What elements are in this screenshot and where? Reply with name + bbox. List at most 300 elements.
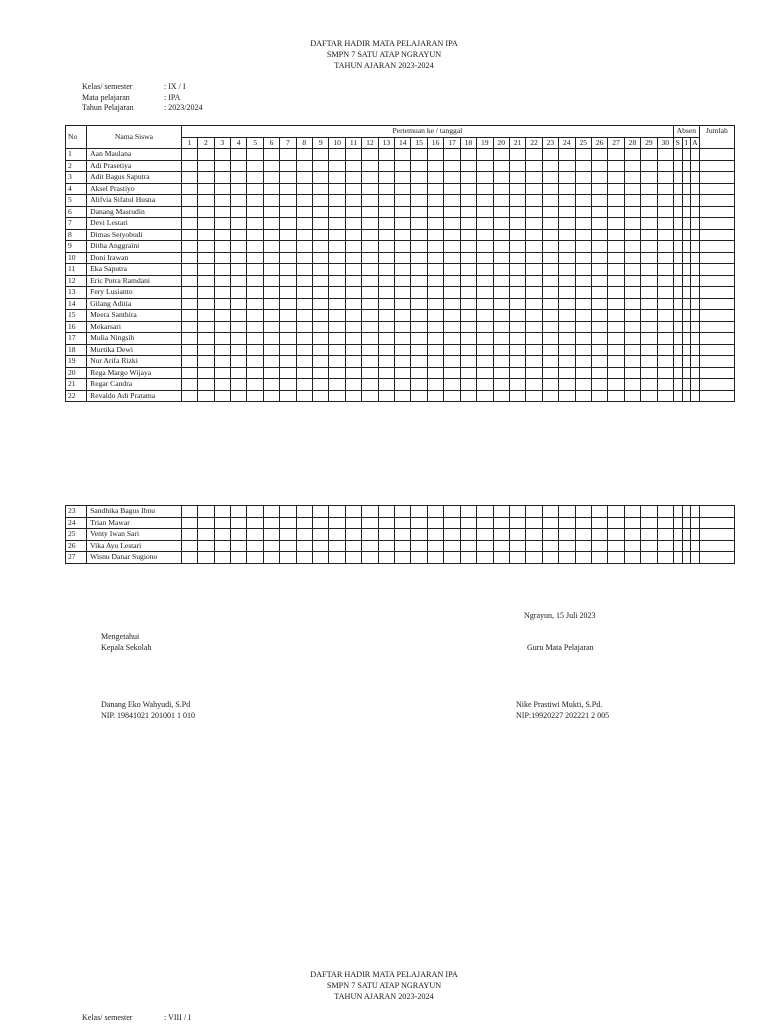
attendance-cell[interactable] bbox=[657, 264, 673, 276]
attendance-cell[interactable] bbox=[263, 517, 279, 529]
attendance-cell[interactable] bbox=[624, 183, 640, 195]
attendance-cell[interactable] bbox=[641, 552, 657, 564]
attendance-cell[interactable] bbox=[493, 540, 509, 552]
attendance-cell[interactable] bbox=[345, 229, 361, 241]
attendance-cell[interactable] bbox=[559, 506, 575, 518]
attendance-cell[interactable] bbox=[247, 379, 263, 391]
attendance-cell[interactable] bbox=[280, 172, 296, 184]
jumlah-cell[interactable] bbox=[699, 379, 734, 391]
attendance-cell[interactable] bbox=[280, 321, 296, 333]
attendance-cell[interactable] bbox=[641, 149, 657, 161]
attendance-cell[interactable] bbox=[526, 298, 542, 310]
attendance-cell[interactable] bbox=[345, 529, 361, 541]
attendance-cell[interactable] bbox=[198, 241, 214, 253]
attendance-cell[interactable] bbox=[542, 264, 558, 276]
attendance-cell[interactable] bbox=[329, 356, 345, 368]
attendance-cell[interactable] bbox=[395, 310, 411, 322]
attendance-cell[interactable] bbox=[444, 218, 460, 230]
attendance-cell[interactable] bbox=[181, 149, 197, 161]
attendance-cell[interactable] bbox=[296, 517, 312, 529]
attendance-cell[interactable] bbox=[345, 172, 361, 184]
attendance-cell[interactable] bbox=[296, 160, 312, 172]
attendance-cell[interactable] bbox=[198, 183, 214, 195]
attendance-cell[interactable] bbox=[657, 552, 673, 564]
attendance-cell[interactable] bbox=[411, 552, 427, 564]
attendance-cell[interactable] bbox=[559, 333, 575, 345]
attendance-cell[interactable] bbox=[378, 149, 394, 161]
attendance-cell[interactable] bbox=[444, 229, 460, 241]
attendance-cell[interactable] bbox=[411, 379, 427, 391]
absen-cell[interactable] bbox=[691, 183, 700, 195]
attendance-cell[interactable] bbox=[542, 321, 558, 333]
attendance-cell[interactable] bbox=[641, 229, 657, 241]
attendance-cell[interactable] bbox=[247, 344, 263, 356]
attendance-cell[interactable] bbox=[509, 367, 525, 379]
attendance-cell[interactable] bbox=[329, 206, 345, 218]
attendance-cell[interactable] bbox=[641, 344, 657, 356]
attendance-cell[interactable] bbox=[477, 506, 493, 518]
attendance-cell[interactable] bbox=[362, 390, 378, 402]
attendance-cell[interactable] bbox=[542, 333, 558, 345]
attendance-cell[interactable] bbox=[362, 344, 378, 356]
attendance-cell[interactable] bbox=[509, 183, 525, 195]
absen-cell[interactable] bbox=[674, 218, 683, 230]
attendance-cell[interactable] bbox=[427, 172, 443, 184]
attendance-cell[interactable] bbox=[427, 333, 443, 345]
attendance-cell[interactable] bbox=[493, 252, 509, 264]
attendance-cell[interactable] bbox=[657, 367, 673, 379]
jumlah-cell[interactable] bbox=[699, 506, 734, 518]
attendance-cell[interactable] bbox=[641, 160, 657, 172]
absen-cell[interactable] bbox=[691, 287, 700, 299]
attendance-cell[interactable] bbox=[427, 552, 443, 564]
attendance-cell[interactable] bbox=[362, 241, 378, 253]
attendance-cell[interactable] bbox=[214, 298, 230, 310]
attendance-cell[interactable] bbox=[231, 540, 247, 552]
absen-cell[interactable] bbox=[682, 229, 691, 241]
attendance-cell[interactable] bbox=[509, 390, 525, 402]
attendance-cell[interactable] bbox=[542, 529, 558, 541]
attendance-cell[interactable] bbox=[591, 379, 607, 391]
attendance-cell[interactable] bbox=[542, 367, 558, 379]
attendance-cell[interactable] bbox=[313, 172, 329, 184]
attendance-cell[interactable] bbox=[591, 540, 607, 552]
attendance-cell[interactable] bbox=[181, 540, 197, 552]
attendance-cell[interactable] bbox=[296, 206, 312, 218]
attendance-cell[interactable] bbox=[296, 367, 312, 379]
attendance-cell[interactable] bbox=[296, 540, 312, 552]
attendance-cell[interactable] bbox=[575, 356, 591, 368]
absen-cell[interactable] bbox=[673, 529, 682, 541]
attendance-cell[interactable] bbox=[214, 264, 230, 276]
attendance-cell[interactable] bbox=[214, 390, 230, 402]
attendance-cell[interactable] bbox=[362, 264, 378, 276]
attendance-cell[interactable] bbox=[247, 333, 263, 345]
attendance-cell[interactable] bbox=[362, 218, 378, 230]
attendance-cell[interactable] bbox=[362, 529, 378, 541]
attendance-cell[interactable] bbox=[477, 287, 493, 299]
attendance-cell[interactable] bbox=[362, 298, 378, 310]
attendance-cell[interactable] bbox=[559, 149, 575, 161]
attendance-cell[interactable] bbox=[395, 367, 411, 379]
attendance-cell[interactable] bbox=[181, 321, 197, 333]
attendance-cell[interactable] bbox=[460, 229, 476, 241]
attendance-cell[interactable] bbox=[591, 517, 607, 529]
attendance-cell[interactable] bbox=[247, 218, 263, 230]
attendance-cell[interactable] bbox=[231, 333, 247, 345]
attendance-cell[interactable] bbox=[542, 540, 558, 552]
attendance-cell[interactable] bbox=[641, 206, 657, 218]
attendance-cell[interactable] bbox=[329, 310, 345, 322]
attendance-cell[interactable] bbox=[460, 160, 476, 172]
attendance-cell[interactable] bbox=[608, 540, 624, 552]
attendance-cell[interactable] bbox=[509, 264, 525, 276]
jumlah-cell[interactable] bbox=[699, 344, 734, 356]
attendance-cell[interactable] bbox=[231, 206, 247, 218]
absen-cell[interactable] bbox=[682, 183, 691, 195]
attendance-cell[interactable] bbox=[641, 172, 657, 184]
absen-cell[interactable] bbox=[674, 298, 683, 310]
attendance-cell[interactable] bbox=[460, 195, 476, 207]
attendance-cell[interactable] bbox=[378, 517, 394, 529]
attendance-cell[interactable] bbox=[345, 390, 361, 402]
attendance-cell[interactable] bbox=[214, 379, 230, 391]
attendance-cell[interactable] bbox=[641, 517, 657, 529]
attendance-cell[interactable] bbox=[395, 333, 411, 345]
attendance-cell[interactable] bbox=[477, 218, 493, 230]
attendance-cell[interactable] bbox=[624, 275, 640, 287]
jumlah-cell[interactable] bbox=[699, 160, 734, 172]
absen-cell[interactable] bbox=[691, 172, 700, 184]
attendance-cell[interactable] bbox=[395, 390, 411, 402]
absen-cell[interactable] bbox=[674, 356, 683, 368]
attendance-cell[interactable] bbox=[641, 540, 657, 552]
attendance-cell[interactable] bbox=[624, 390, 640, 402]
attendance-cell[interactable] bbox=[231, 310, 247, 322]
attendance-cell[interactable] bbox=[427, 149, 443, 161]
attendance-cell[interactable] bbox=[280, 344, 296, 356]
attendance-cell[interactable] bbox=[641, 321, 657, 333]
absen-cell[interactable] bbox=[691, 540, 700, 552]
attendance-cell[interactable] bbox=[329, 540, 345, 552]
absen-cell[interactable] bbox=[682, 298, 691, 310]
attendance-cell[interactable] bbox=[345, 183, 361, 195]
attendance-cell[interactable] bbox=[591, 206, 607, 218]
attendance-cell[interactable] bbox=[280, 517, 296, 529]
jumlah-cell[interactable] bbox=[699, 310, 734, 322]
attendance-cell[interactable] bbox=[214, 333, 230, 345]
attendance-cell[interactable] bbox=[378, 506, 394, 518]
attendance-cell[interactable] bbox=[608, 344, 624, 356]
absen-cell[interactable] bbox=[691, 333, 700, 345]
attendance-cell[interactable] bbox=[296, 287, 312, 299]
attendance-cell[interactable] bbox=[378, 264, 394, 276]
attendance-cell[interactable] bbox=[542, 310, 558, 322]
attendance-cell[interactable] bbox=[362, 517, 378, 529]
attendance-cell[interactable] bbox=[378, 333, 394, 345]
attendance-cell[interactable] bbox=[526, 310, 542, 322]
attendance-cell[interactable] bbox=[411, 264, 427, 276]
attendance-cell[interactable] bbox=[542, 195, 558, 207]
absen-cell[interactable] bbox=[682, 287, 691, 299]
attendance-cell[interactable] bbox=[542, 241, 558, 253]
attendance-cell[interactable] bbox=[427, 195, 443, 207]
attendance-cell[interactable] bbox=[657, 356, 673, 368]
attendance-cell[interactable] bbox=[427, 344, 443, 356]
jumlah-cell[interactable] bbox=[699, 218, 734, 230]
attendance-cell[interactable] bbox=[313, 390, 329, 402]
attendance-cell[interactable] bbox=[460, 298, 476, 310]
attendance-cell[interactable] bbox=[280, 218, 296, 230]
attendance-cell[interactable] bbox=[575, 344, 591, 356]
attendance-cell[interactable] bbox=[575, 218, 591, 230]
attendance-cell[interactable] bbox=[329, 367, 345, 379]
attendance-cell[interactable] bbox=[608, 529, 624, 541]
attendance-cell[interactable] bbox=[444, 264, 460, 276]
attendance-cell[interactable] bbox=[591, 356, 607, 368]
attendance-cell[interactable] bbox=[395, 529, 411, 541]
jumlah-cell[interactable] bbox=[699, 264, 734, 276]
attendance-cell[interactable] bbox=[641, 356, 657, 368]
attendance-cell[interactable] bbox=[526, 356, 542, 368]
attendance-cell[interactable] bbox=[329, 252, 345, 264]
jumlah-cell[interactable] bbox=[699, 252, 734, 264]
attendance-cell[interactable] bbox=[493, 275, 509, 287]
absen-cell[interactable] bbox=[682, 333, 691, 345]
attendance-cell[interactable] bbox=[591, 390, 607, 402]
attendance-cell[interactable] bbox=[493, 287, 509, 299]
absen-cell[interactable] bbox=[682, 379, 691, 391]
attendance-cell[interactable] bbox=[280, 241, 296, 253]
attendance-cell[interactable] bbox=[493, 264, 509, 276]
attendance-cell[interactable] bbox=[231, 275, 247, 287]
attendance-cell[interactable] bbox=[329, 275, 345, 287]
attendance-cell[interactable] bbox=[198, 172, 214, 184]
absen-cell[interactable] bbox=[674, 172, 683, 184]
attendance-cell[interactable] bbox=[575, 333, 591, 345]
attendance-cell[interactable] bbox=[624, 356, 640, 368]
attendance-cell[interactable] bbox=[641, 310, 657, 322]
attendance-cell[interactable] bbox=[477, 321, 493, 333]
attendance-cell[interactable] bbox=[526, 149, 542, 161]
attendance-cell[interactable] bbox=[591, 149, 607, 161]
attendance-cell[interactable] bbox=[181, 333, 197, 345]
attendance-cell[interactable] bbox=[296, 506, 312, 518]
attendance-cell[interactable] bbox=[575, 552, 591, 564]
attendance-cell[interactable] bbox=[329, 529, 345, 541]
attendance-cell[interactable] bbox=[378, 275, 394, 287]
attendance-cell[interactable] bbox=[526, 344, 542, 356]
attendance-cell[interactable] bbox=[411, 333, 427, 345]
attendance-cell[interactable] bbox=[329, 172, 345, 184]
attendance-cell[interactable] bbox=[444, 287, 460, 299]
attendance-cell[interactable] bbox=[460, 333, 476, 345]
attendance-cell[interactable] bbox=[214, 517, 230, 529]
attendance-cell[interactable] bbox=[641, 287, 657, 299]
attendance-cell[interactable] bbox=[542, 287, 558, 299]
attendance-cell[interactable] bbox=[608, 229, 624, 241]
attendance-cell[interactable] bbox=[181, 529, 197, 541]
attendance-cell[interactable] bbox=[542, 552, 558, 564]
attendance-cell[interactable] bbox=[263, 195, 279, 207]
attendance-cell[interactable] bbox=[313, 149, 329, 161]
attendance-cell[interactable] bbox=[427, 390, 443, 402]
attendance-cell[interactable] bbox=[296, 275, 312, 287]
attendance-cell[interactable] bbox=[345, 218, 361, 230]
attendance-cell[interactable] bbox=[296, 356, 312, 368]
attendance-cell[interactable] bbox=[427, 252, 443, 264]
attendance-cell[interactable] bbox=[378, 183, 394, 195]
attendance-cell[interactable] bbox=[280, 206, 296, 218]
attendance-cell[interactable] bbox=[280, 390, 296, 402]
attendance-cell[interactable] bbox=[198, 552, 214, 564]
absen-cell[interactable] bbox=[691, 321, 700, 333]
absen-cell[interactable] bbox=[691, 529, 700, 541]
attendance-cell[interactable] bbox=[313, 321, 329, 333]
attendance-cell[interactable] bbox=[280, 506, 296, 518]
attendance-cell[interactable] bbox=[460, 367, 476, 379]
attendance-cell[interactable] bbox=[247, 321, 263, 333]
attendance-cell[interactable] bbox=[362, 540, 378, 552]
attendance-cell[interactable] bbox=[542, 517, 558, 529]
attendance-cell[interactable] bbox=[362, 333, 378, 345]
absen-cell[interactable] bbox=[682, 390, 691, 402]
attendance-cell[interactable] bbox=[444, 275, 460, 287]
attendance-cell[interactable] bbox=[411, 298, 427, 310]
attendance-cell[interactable] bbox=[198, 229, 214, 241]
attendance-cell[interactable] bbox=[591, 229, 607, 241]
attendance-cell[interactable] bbox=[575, 529, 591, 541]
attendance-cell[interactable] bbox=[575, 264, 591, 276]
absen-cell[interactable] bbox=[673, 552, 682, 564]
attendance-cell[interactable] bbox=[559, 321, 575, 333]
jumlah-cell[interactable] bbox=[699, 540, 734, 552]
attendance-cell[interactable] bbox=[345, 149, 361, 161]
attendance-cell[interactable] bbox=[477, 172, 493, 184]
attendance-cell[interactable] bbox=[231, 160, 247, 172]
attendance-cell[interactable] bbox=[591, 552, 607, 564]
attendance-cell[interactable] bbox=[181, 264, 197, 276]
attendance-cell[interactable] bbox=[575, 172, 591, 184]
absen-cell[interactable] bbox=[674, 310, 683, 322]
attendance-cell[interactable] bbox=[559, 344, 575, 356]
attendance-cell[interactable] bbox=[345, 264, 361, 276]
attendance-cell[interactable] bbox=[526, 172, 542, 184]
absen-cell[interactable] bbox=[691, 344, 700, 356]
attendance-cell[interactable] bbox=[608, 172, 624, 184]
attendance-cell[interactable] bbox=[624, 379, 640, 391]
attendance-cell[interactable] bbox=[427, 517, 443, 529]
attendance-cell[interactable] bbox=[280, 552, 296, 564]
attendance-cell[interactable] bbox=[395, 195, 411, 207]
attendance-cell[interactable] bbox=[493, 206, 509, 218]
attendance-cell[interactable] bbox=[411, 149, 427, 161]
attendance-cell[interactable] bbox=[378, 540, 394, 552]
attendance-cell[interactable] bbox=[263, 172, 279, 184]
attendance-cell[interactable] bbox=[280, 149, 296, 161]
absen-cell[interactable] bbox=[691, 149, 700, 161]
attendance-cell[interactable] bbox=[624, 149, 640, 161]
attendance-cell[interactable] bbox=[313, 333, 329, 345]
attendance-cell[interactable] bbox=[329, 506, 345, 518]
attendance-cell[interactable] bbox=[559, 310, 575, 322]
attendance-cell[interactable] bbox=[460, 183, 476, 195]
attendance-cell[interactable] bbox=[526, 206, 542, 218]
attendance-cell[interactable] bbox=[460, 529, 476, 541]
attendance-cell[interactable] bbox=[214, 540, 230, 552]
attendance-cell[interactable] bbox=[313, 218, 329, 230]
attendance-cell[interactable] bbox=[231, 367, 247, 379]
attendance-cell[interactable] bbox=[247, 529, 263, 541]
attendance-cell[interactable] bbox=[559, 540, 575, 552]
attendance-cell[interactable] bbox=[345, 206, 361, 218]
attendance-cell[interactable] bbox=[296, 172, 312, 184]
attendance-cell[interactable] bbox=[181, 390, 197, 402]
attendance-cell[interactable] bbox=[477, 356, 493, 368]
attendance-cell[interactable] bbox=[509, 379, 525, 391]
attendance-cell[interactable] bbox=[477, 195, 493, 207]
attendance-cell[interactable] bbox=[231, 252, 247, 264]
attendance-cell[interactable] bbox=[181, 379, 197, 391]
attendance-cell[interactable] bbox=[263, 506, 279, 518]
attendance-cell[interactable] bbox=[444, 333, 460, 345]
attendance-cell[interactable] bbox=[493, 321, 509, 333]
attendance-cell[interactable] bbox=[395, 172, 411, 184]
attendance-cell[interactable] bbox=[362, 149, 378, 161]
attendance-cell[interactable] bbox=[231, 552, 247, 564]
attendance-cell[interactable] bbox=[493, 310, 509, 322]
attendance-cell[interactable] bbox=[624, 195, 640, 207]
attendance-cell[interactable] bbox=[247, 506, 263, 518]
attendance-cell[interactable] bbox=[263, 287, 279, 299]
attendance-cell[interactable] bbox=[313, 552, 329, 564]
attendance-cell[interactable] bbox=[329, 321, 345, 333]
attendance-cell[interactable] bbox=[460, 540, 476, 552]
attendance-cell[interactable] bbox=[296, 379, 312, 391]
attendance-cell[interactable] bbox=[214, 344, 230, 356]
attendance-cell[interactable] bbox=[296, 183, 312, 195]
attendance-cell[interactable] bbox=[395, 552, 411, 564]
jumlah-cell[interactable] bbox=[699, 333, 734, 345]
attendance-cell[interactable] bbox=[575, 367, 591, 379]
attendance-cell[interactable] bbox=[231, 321, 247, 333]
attendance-cell[interactable] bbox=[559, 183, 575, 195]
attendance-cell[interactable] bbox=[231, 183, 247, 195]
attendance-cell[interactable] bbox=[509, 298, 525, 310]
attendance-cell[interactable] bbox=[247, 229, 263, 241]
attendance-cell[interactable] bbox=[460, 252, 476, 264]
attendance-cell[interactable] bbox=[559, 298, 575, 310]
attendance-cell[interactable] bbox=[641, 183, 657, 195]
attendance-cell[interactable] bbox=[395, 275, 411, 287]
attendance-cell[interactable] bbox=[509, 275, 525, 287]
absen-cell[interactable] bbox=[691, 275, 700, 287]
attendance-cell[interactable] bbox=[526, 321, 542, 333]
attendance-cell[interactable] bbox=[181, 310, 197, 322]
absen-cell[interactable] bbox=[682, 160, 691, 172]
attendance-cell[interactable] bbox=[624, 333, 640, 345]
attendance-cell[interactable] bbox=[542, 275, 558, 287]
attendance-cell[interactable] bbox=[247, 287, 263, 299]
attendance-cell[interactable] bbox=[296, 390, 312, 402]
attendance-cell[interactable] bbox=[559, 172, 575, 184]
absen-cell[interactable] bbox=[682, 540, 691, 552]
attendance-cell[interactable] bbox=[231, 264, 247, 276]
attendance-cell[interactable] bbox=[296, 552, 312, 564]
attendance-cell[interactable] bbox=[345, 287, 361, 299]
attendance-cell[interactable] bbox=[198, 298, 214, 310]
attendance-cell[interactable] bbox=[477, 344, 493, 356]
